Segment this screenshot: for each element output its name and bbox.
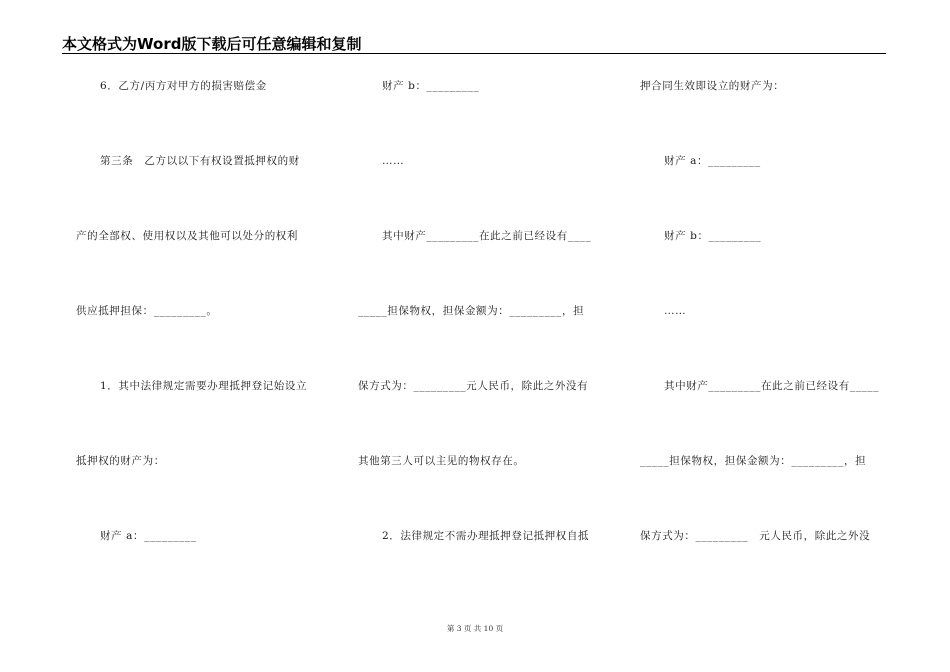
col2-line-5: 保方式为：_________元人民币，除此之外没有 <box>358 380 589 392</box>
col3-line-6: _____担保物权，担保金额为：_________，担 <box>640 455 867 467</box>
col2-line-3: 其中财产_________在此之前已经设有____ <box>382 230 592 242</box>
col3-line-3: 财产 b：_________ <box>664 230 762 242</box>
col3-line-1: 押合同生效即设立的财产为： <box>640 80 785 92</box>
col1-line-7: 财产 a：_________ <box>100 530 197 542</box>
col2-line-7: 2．法律规定不需办理抵押登记抵押权自抵 <box>382 530 590 542</box>
col3-line-5: 其中财产_________在此之前已经设有_____ <box>664 380 880 392</box>
col1-line-5: 1．其中法律规定需要办理抵押登记始设立 <box>100 380 308 392</box>
col2-line-2: …… <box>382 155 405 167</box>
col3-line-7: 保方式为：_________ 元人民币，除此之外没 <box>640 530 871 542</box>
header-divider <box>62 53 886 54</box>
col1-line-1: 6．乙方/丙方对甲方的损害赔偿金 <box>100 80 267 92</box>
col1-line-4: 供应抵押担保：_________。 <box>76 305 218 317</box>
col1-line-6: 抵押权的财产为： <box>76 455 165 467</box>
page-number: 第 3 页 共 10 页 <box>446 624 504 633</box>
col2-line-1: 财产 b：_________ <box>382 80 480 92</box>
col3-line-4: …… <box>664 305 687 317</box>
col2-line-6: 其他第三人可以主见的物权存在。 <box>358 455 525 467</box>
col1-line-3: 产的全部权、使用权以及其他可以处分的权利 <box>76 230 298 242</box>
document-header-title: 本文格式为Word版下载后可任意编辑和复制 <box>62 35 362 53</box>
col1-line-2: 第三条 乙方以以下有权设置抵押权的财 <box>100 155 300 167</box>
col2-line-4: _____担保物权，担保金额为：_________，担 <box>358 305 585 317</box>
col3-line-2: 财产 a：_________ <box>664 155 761 167</box>
